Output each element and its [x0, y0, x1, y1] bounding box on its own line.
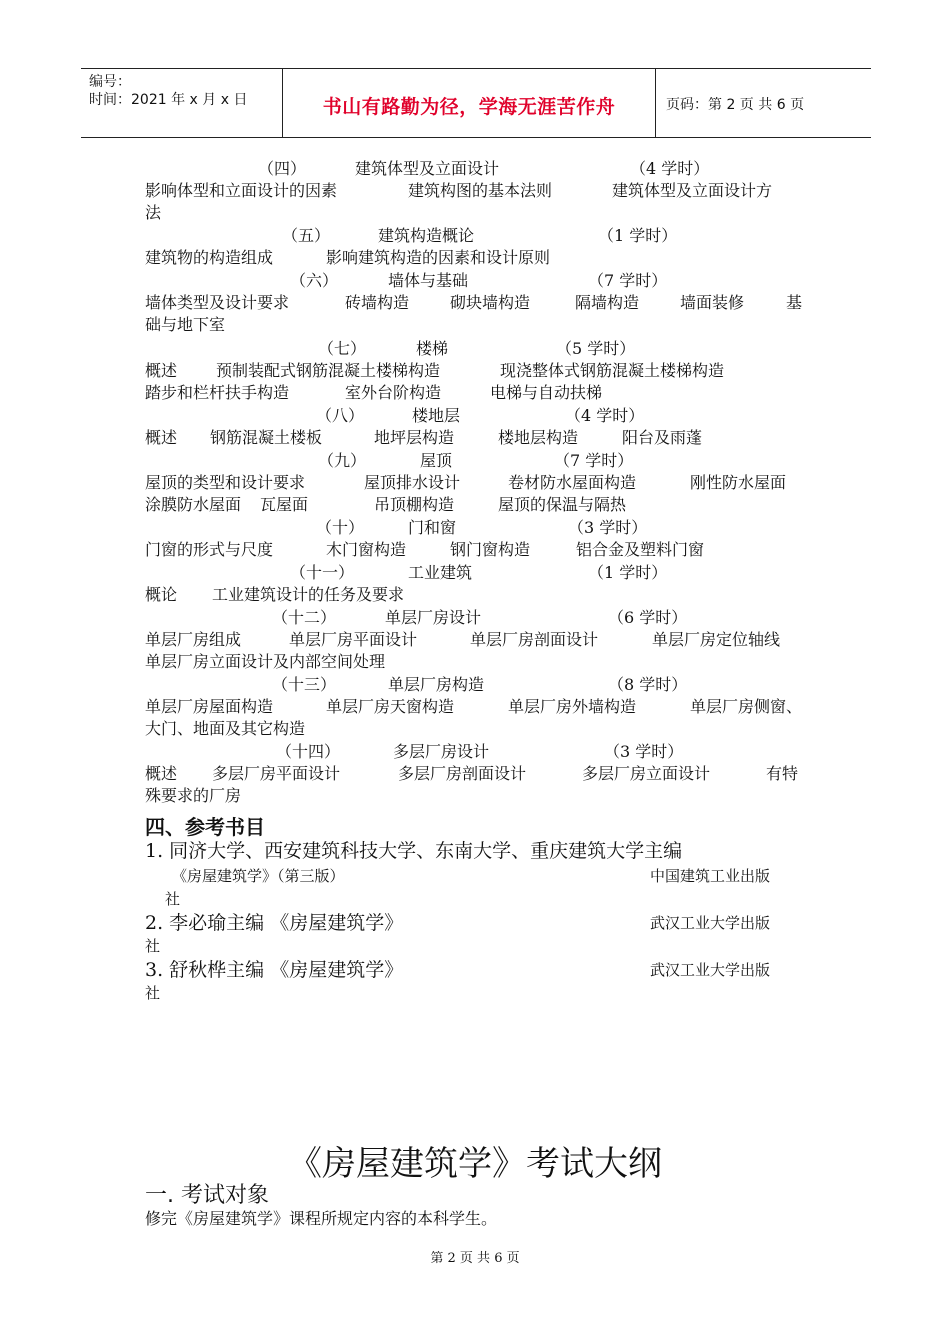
document-date-label: 时间：2021 年 x 月 x 日: [89, 92, 248, 108]
page-header: [81, 68, 871, 138]
reference-publisher: 中国建筑工业出版: [650, 867, 771, 885]
chapter-topic: 工业建筑设计的任务及要求: [212, 585, 405, 604]
chapter-title: 墙体与基础: [388, 271, 469, 290]
reference-item: 1. 同济大学、西安建筑科技大学、东南大学、重庆建筑大学主编: [145, 840, 683, 862]
chapter-title: 建筑构造概论: [378, 226, 475, 245]
chapter-topic: 墙体类型及设计要求: [145, 293, 290, 312]
chapter-hours: （7 学时）: [588, 271, 668, 290]
chapter-topic: 单层厂房定位轴线: [652, 630, 781, 649]
chapter-topic: 础与地下室: [145, 315, 226, 334]
chapter-topic: 基: [786, 293, 803, 312]
reference-publisher: 武汉工业大学出版: [650, 961, 771, 979]
chapter-topic: 地坪层构造: [374, 428, 455, 447]
chapter-topic: 概述: [145, 764, 178, 783]
chapter-topic: 屋顶排水设计: [364, 473, 461, 492]
chapter-topic: 单层厂房外墙构造: [508, 697, 637, 716]
chapter-topic: 单层厂房屋面构造: [145, 697, 274, 716]
chapter-topic: 室外台阶构造: [345, 383, 442, 402]
chapter-title: 单层厂房构造: [388, 675, 485, 694]
document-number-label: 编号：: [89, 74, 131, 90]
chapter-topic: 法: [145, 203, 162, 222]
chapter-title: 屋顶: [420, 451, 453, 470]
chapter-topic: 屋顶的类型和设计要求: [145, 473, 306, 492]
chapter-topic: 建筑体型及立面设计方: [612, 181, 773, 200]
chapter-hours: （6 学时）: [608, 608, 688, 627]
chapter-number: （十一）: [290, 563, 355, 582]
chapter-number: （九）: [318, 451, 367, 470]
chapter-topic: 多层厂房平面设计: [212, 764, 341, 783]
chapter-title: 门和窗: [408, 518, 457, 537]
chapter-topic: 大门、地面及其它构造: [145, 719, 306, 738]
chapter-topic: 单层厂房剖面设计: [470, 630, 599, 649]
chapter-topic: 钢筋混凝土楼板: [210, 428, 323, 447]
references-heading: 四、参考书目: [145, 815, 265, 839]
reference-item: 2. 李必瑜主编 《房屋建筑学》: [145, 912, 404, 934]
chapter-topic: 多层厂房剖面设计: [398, 764, 527, 783]
chapter-hours: （4 学时）: [565, 406, 645, 425]
chapter-topic: 殊要求的厂房: [145, 786, 242, 805]
chapter-topic: 单层厂房组成: [145, 630, 242, 649]
section-body-text: 修完《房屋建筑学》课程所规定内容的本科学生。: [145, 1209, 498, 1228]
chapter-hours: （1 学时）: [588, 563, 668, 582]
section-heading: 一. 考试对象: [145, 1183, 269, 1208]
chapter-title: 建筑体型及立面设计: [355, 159, 500, 178]
chapter-topic: 卷材防水屋面构造: [508, 473, 637, 492]
chapter-topic: 木门窗构造: [326, 540, 407, 559]
reference-publisher-tail: 社: [165, 890, 181, 908]
chapter-topic: 砖墙构造: [345, 293, 410, 312]
reference-book-title: 《房屋建筑学》（第三版）: [172, 867, 345, 885]
chapter-title: 单层厂房设计: [385, 608, 482, 627]
chapter-topic: 钢门窗构造: [450, 540, 531, 559]
header-motto-cell: [283, 69, 656, 137]
chapter-title: 多层厂房设计: [393, 742, 490, 761]
chapter-hours: （5 学时）: [556, 339, 636, 358]
chapter-topic: 刚性防水屋面: [690, 473, 787, 492]
chapter-topic: 墙面装修: [680, 293, 745, 312]
chapter-number: （六）: [290, 271, 339, 290]
chapter-hours: （8 学时）: [608, 675, 688, 694]
chapter-topic: 踏步和栏杆扶手构造: [145, 383, 290, 402]
reference-publisher: 武汉工业大学出版: [650, 914, 771, 932]
chapter-topic: 铝合金及塑料门窗: [576, 540, 705, 559]
chapter-topic: 涂膜防水屋面: [145, 495, 242, 514]
chapter-title: 工业建筑: [408, 563, 473, 582]
chapter-topic: 电梯与自动扶梯: [490, 383, 603, 402]
chapter-number: （十三）: [272, 675, 337, 694]
reference-publisher-tail: 社: [145, 937, 161, 955]
reference-publisher-tail: 社: [145, 984, 161, 1002]
chapter-topic: 概述: [145, 428, 178, 447]
chapter-topic: 单层厂房天窗构造: [326, 697, 455, 716]
chapter-number: （十二）: [272, 608, 337, 627]
chapter-topic: 预制装配式钢筋混凝土楼梯构造: [216, 361, 441, 380]
chapter-topic: 门窗的形式与尺度: [145, 540, 274, 559]
chapter-topic: 建筑物的构造组成: [145, 248, 274, 267]
chapter-topic: 单层厂房侧窗、: [690, 697, 803, 716]
chapter-topic: 瓦屋面: [260, 495, 309, 514]
motto-text: 书山有路勤为径，学海无涯苦作舟: [322, 96, 616, 118]
chapter-topic: 砌块墙构造: [450, 293, 531, 312]
chapter-topic: 有特: [766, 764, 799, 783]
chapter-topic: 概述: [145, 361, 178, 380]
chapter-hours: （3 学时）: [568, 518, 648, 537]
chapter-number: （四）: [258, 159, 307, 178]
exam-outline-title: 《房屋建筑学》考试大纲: [288, 1144, 662, 1184]
chapter-topic: 影响体型和立面设计的因素: [145, 181, 338, 200]
chapter-number: （八）: [316, 406, 365, 425]
chapter-number: （十四）: [276, 742, 341, 761]
header-page-number: 页码：第 2 页 共 6 页: [666, 97, 805, 113]
chapter-topic: 概论: [145, 585, 178, 604]
reference-item: 3. 舒秋桦主编 《房屋建筑学》: [145, 959, 404, 981]
header-page-cell: [655, 69, 871, 137]
chapter-topic: 单层厂房立面设计及内部空间处理: [145, 652, 386, 671]
chapter-number: （五）: [282, 226, 331, 245]
chapter-topic: 楼地层构造: [498, 428, 579, 447]
chapter-topic: 隔墙构造: [575, 293, 640, 312]
chapter-hours: （7 学时）: [554, 451, 634, 470]
chapter-topic: 单层厂房平面设计: [289, 630, 418, 649]
chapter-number: （七）: [318, 339, 367, 358]
chapter-topic: 多层厂房立面设计: [582, 764, 711, 783]
chapter-topic: 吊顶棚构造: [374, 495, 455, 514]
chapter-hours: （4 学时）: [630, 159, 710, 178]
chapter-topic: 影响建筑构造的因素和设计原则: [326, 248, 551, 267]
chapter-title: 楼地层: [412, 406, 461, 425]
chapter-hours: （3 学时）: [604, 742, 684, 761]
page-footer: 第 2 页 共 6 页: [430, 1251, 520, 1266]
chapter-topic: 建筑构图的基本法则: [408, 181, 553, 200]
chapter-topic: 屋顶的保温与隔热: [498, 495, 627, 514]
chapter-number: （十）: [316, 518, 365, 537]
chapter-title: 楼梯: [416, 339, 449, 358]
chapter-hours: （1 学时）: [598, 226, 678, 245]
chapter-topic: 阳台及雨蓬: [622, 428, 703, 447]
chapter-topic: 现浇整体式钢筋混凝土楼梯构造: [500, 361, 725, 380]
header-meta-cell: [81, 69, 283, 137]
